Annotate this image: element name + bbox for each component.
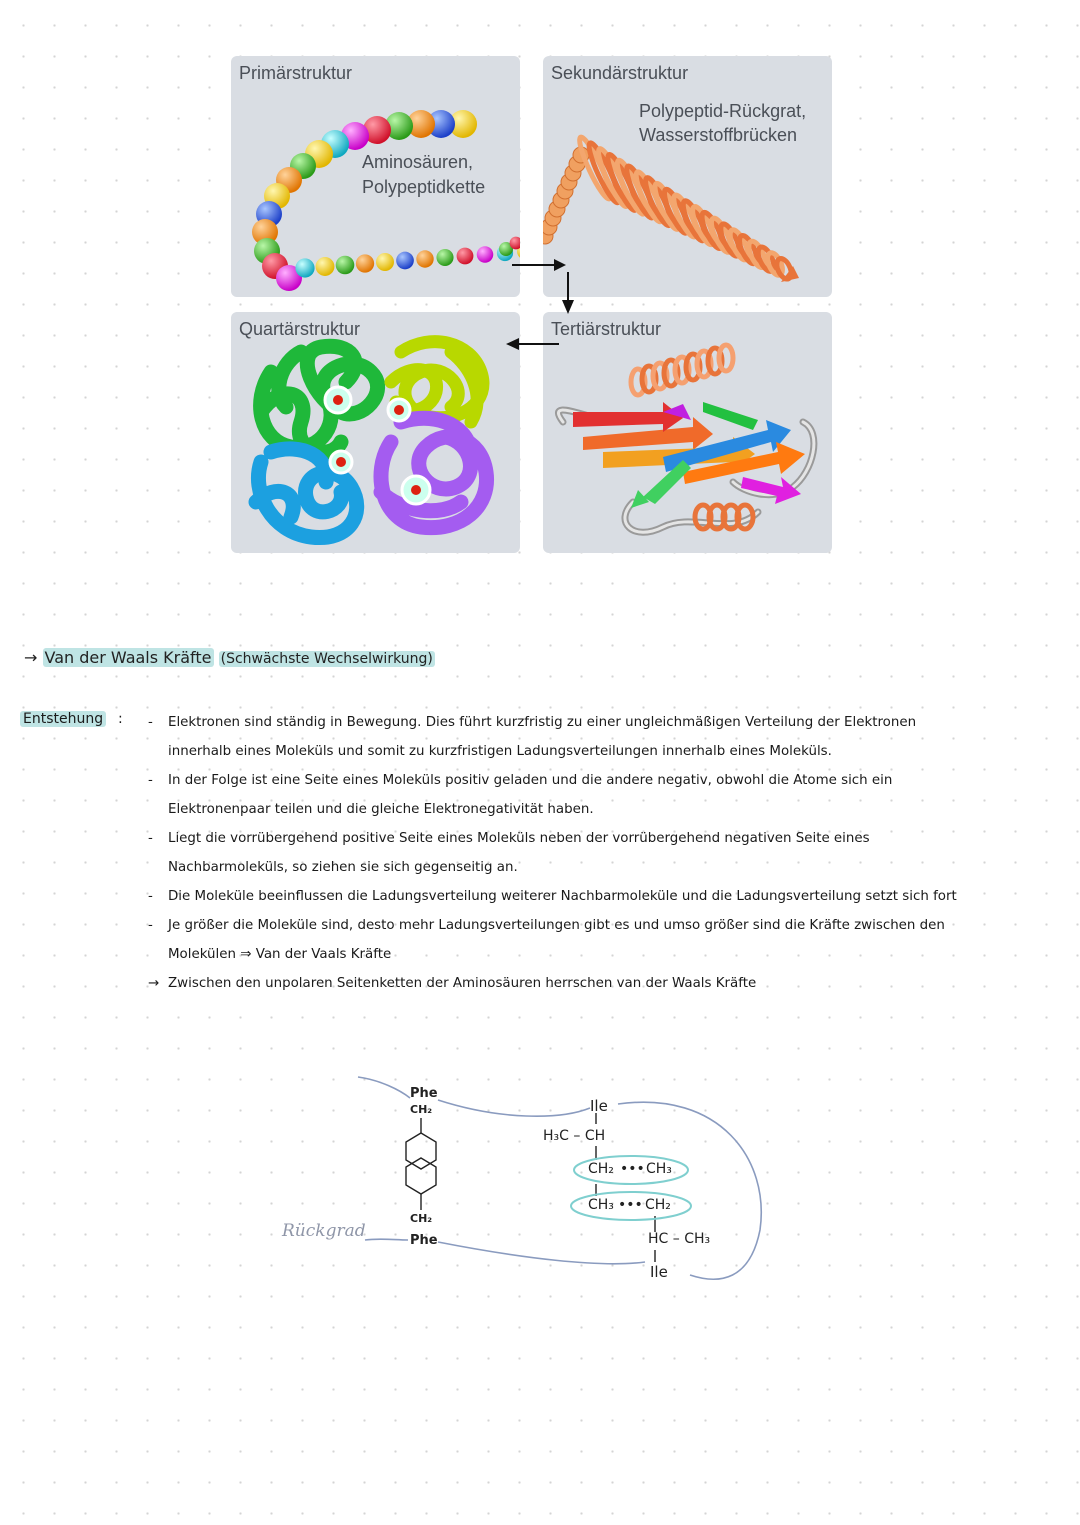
pair1-right: CH₃ [646, 1161, 672, 1177]
headline-note: (Schwächste Wechselwirkung) [220, 651, 433, 667]
alpha-helix-illustration [543, 56, 832, 297]
headline-arrow-icon: → [24, 648, 38, 667]
secondary-structure-panel [543, 56, 832, 297]
ch2-top-label: CH₂ [410, 1103, 433, 1116]
pair2-right: CH₂ [645, 1197, 671, 1213]
pair2-dots: ••• [618, 1197, 643, 1213]
entstehung-label: Entstehung [20, 711, 106, 727]
hc-ch3-label: HC – CH₃ [648, 1231, 711, 1247]
amino-acid-bead [376, 253, 394, 271]
amino-acid-bead [457, 248, 474, 265]
pair1-dots: ••• [620, 1161, 645, 1177]
pair2-left: CH₃ [588, 1197, 614, 1213]
section-headline [24, 648, 435, 667]
secondary-structure-title: Sekundärstruktur [551, 63, 689, 83]
list-item-line: Elektronenpaar teilen und die gleiche Elektronegativität haben. [168, 802, 594, 817]
bullet-mark: - [148, 715, 153, 730]
list-item-line: Nachbarmoleküls, so ziehen sie sich gegenseitig an. [168, 860, 518, 875]
h3c-ch-label: H₃C – CH [543, 1128, 606, 1144]
list-item [148, 708, 1068, 766]
ile-bottom-label: Ile [650, 1263, 668, 1281]
list-item [148, 882, 1068, 911]
polypeptide-chain-label: Polypeptidkette [362, 177, 486, 197]
tertiary-structure-title: Tertiärstruktur [551, 319, 662, 339]
purple-subunit [381, 418, 487, 527]
amino-acid-bead [436, 249, 453, 266]
list-item [148, 969, 1068, 998]
list-item-line: Liegt die vorrübergehend positive Seite eines Moleküls neben der vorrübergehend negativen Seite eines [168, 831, 870, 846]
bullet-mark: - [148, 831, 153, 846]
primary-structure-title: Primärstruktur [239, 63, 353, 83]
list-item-line: innerhalb eines Moleküls und somit zu kurzfristigen Ladungsverteilungen innerhalb eines Moleküls. [168, 744, 832, 759]
bullet-mark: → [148, 976, 160, 991]
list-item [148, 911, 1068, 969]
list-item-line: Je größer die Moleküle sind, desto mehr Ladungsverteilungen gibt es und umso größer sind die Kräfte zwischen den [168, 918, 945, 933]
amino-acid-bead [336, 256, 355, 275]
arrow-left-icon [503, 334, 563, 354]
phenyl-rings [406, 1113, 655, 1262]
list-item-line: Molekülen ⇒ Van der Vaals Kräfte [168, 947, 392, 962]
tertiary-structure-panel [543, 312, 832, 553]
primary-structure-panel [231, 56, 520, 297]
list-item [148, 766, 1068, 824]
bullet-mark: - [148, 889, 153, 904]
bullet-mark: - [148, 918, 153, 933]
tertiary-protein-illustration [543, 312, 832, 553]
backbone-handwritten-label: Rückgrad [282, 1221, 366, 1241]
quaternary-structure-panel [231, 312, 520, 553]
amino-acids-label: Aminosäuren, [362, 152, 474, 172]
headline-title: Van der Waals Kräfte [44, 648, 212, 667]
helix-turn [719, 345, 733, 371]
arrow-down-icon [558, 270, 578, 316]
ile-top-label: Ile [590, 1097, 608, 1115]
ch2-bottom-label: CH₂ [410, 1212, 433, 1225]
green-subunit [261, 346, 378, 452]
list-item-line: In der Folge ist eine Seite eines Moleküls positiv geladen und die andere negativ, obwohl die Atome sich ein [168, 773, 893, 788]
phe-bottom-label: Phe [410, 1233, 438, 1248]
amino-acid-bead [316, 257, 335, 276]
hydrogen-bonds-label: Wasserstoffbrücken [639, 125, 798, 145]
amino-acid-bead [416, 250, 433, 267]
quaternary-structure-title: Quartärstruktur [239, 319, 361, 339]
backbone-label: Polypeptid-Rückgrat, [639, 101, 807, 121]
list-item [148, 824, 1068, 882]
explanation-list [148, 708, 1068, 998]
amino-acid-bead [396, 252, 414, 270]
quaternary-protein-illustration [231, 312, 520, 553]
amino-acid-bead [477, 246, 494, 263]
list-item-line: Elektronen sind ständig in Bewegung. Dies führt kurzfristig zu einer ungleichmäßigen Verteilung der Elektronen [168, 715, 917, 730]
amino-acid-bead [356, 254, 374, 272]
pair1-left: CH₂ [588, 1161, 614, 1177]
list-item-line: Zwischen den unpolaren Seitenketten der Aminosäuren herrschen van der Waals Kräfte [168, 976, 757, 991]
list-item-line: Die Moleküle beeinflussen die Ladungsverteilung weiterer Nachbarmoleküle und die Ladungsverteilung setzt sich fort [168, 889, 957, 904]
bullet-mark: - [148, 773, 153, 788]
beta-sheets [573, 402, 805, 508]
entstehung-colon: : [118, 711, 123, 727]
amino-acid-bead [295, 258, 314, 277]
phe-top-label: Phe [410, 1086, 438, 1101]
